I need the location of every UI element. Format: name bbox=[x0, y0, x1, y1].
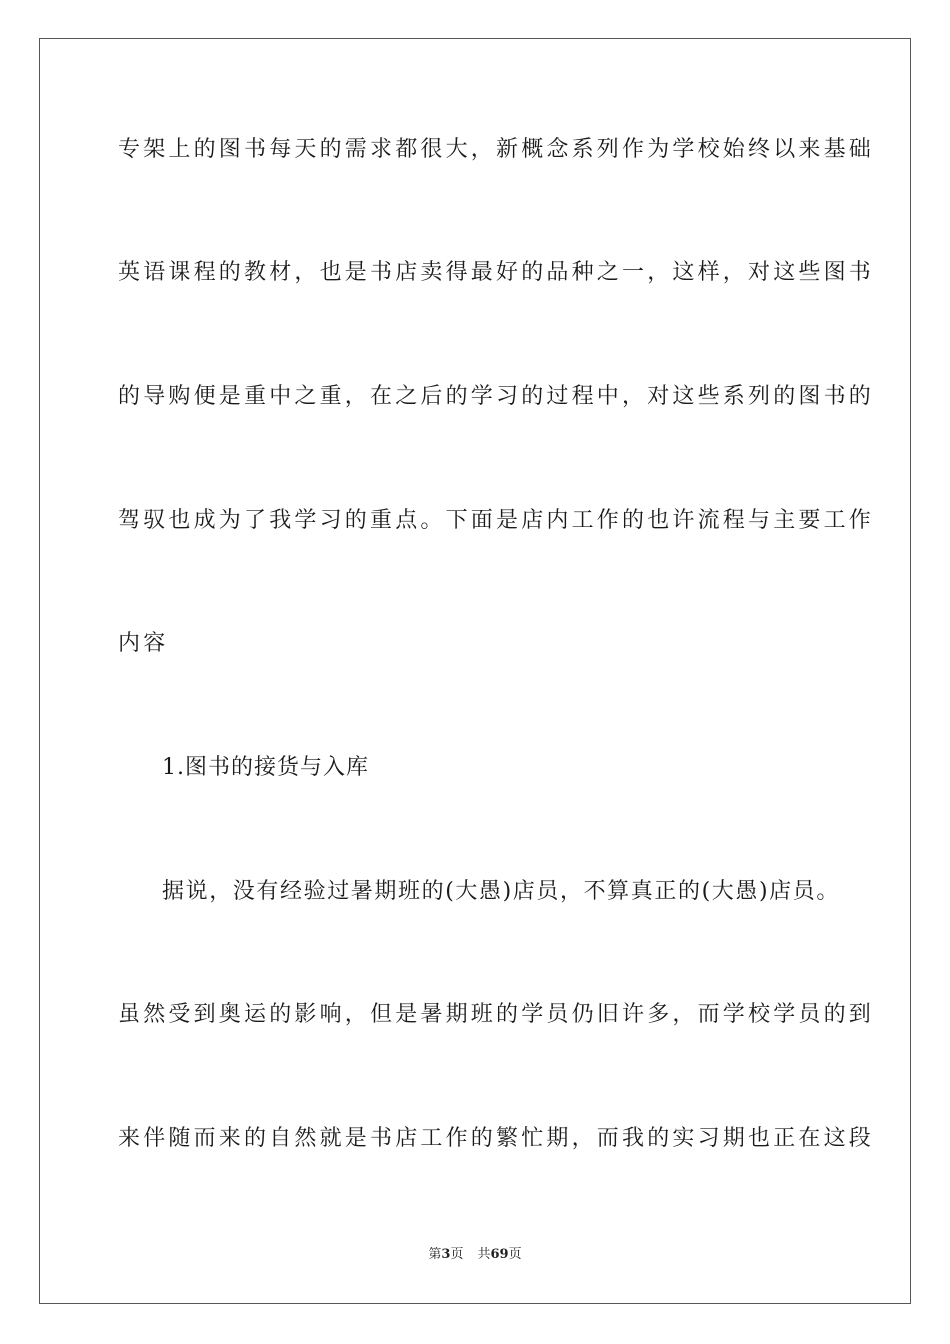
total-pages: 69 bbox=[490, 1247, 509, 1262]
section-heading: 1.图书的接货与入库 bbox=[162, 755, 369, 780]
body-text-line-1: 专架上的图书每天的需求都很大，新概念系列作为学校始终以来基础 bbox=[118, 137, 875, 162]
page-suffix: 页 bbox=[450, 1247, 464, 1262]
body-text-line-2: 英语课程的教材，也是书店卖得最好的品种之一，这样，对这些图书 bbox=[118, 260, 875, 285]
page-prefix: 第 bbox=[428, 1247, 442, 1262]
body-text-line-9: 来伴随而来的自然就是书店工作的繁忙期，而我的实习期也正在这段 bbox=[118, 1126, 875, 1151]
body-text-line-7: 据说，没有经验过暑期班的(大愚)店员，不算真正的(大愚)店员。 bbox=[162, 879, 840, 904]
body-text-line-8: 虽然受到奥运的影响，但是暑期班的学员仍旧许多，而学校学员的到 bbox=[118, 1002, 875, 1027]
page-border bbox=[39, 38, 911, 1304]
body-text-line-3: 的导购便是重中之重，在之后的学习的过程中，对这些系列的图书的 bbox=[118, 384, 875, 409]
page-number: 3 bbox=[441, 1247, 451, 1262]
body-text-line-5: 内容 bbox=[118, 631, 169, 656]
total-prefix: 共 bbox=[477, 1247, 491, 1262]
total-suffix: 页 bbox=[508, 1247, 522, 1262]
body-text-line-4: 驾驭也成为了我学习的重点。下面是店内工作的也许流程与主要工作 bbox=[118, 508, 875, 533]
page-footer bbox=[0, 1246, 950, 1264]
